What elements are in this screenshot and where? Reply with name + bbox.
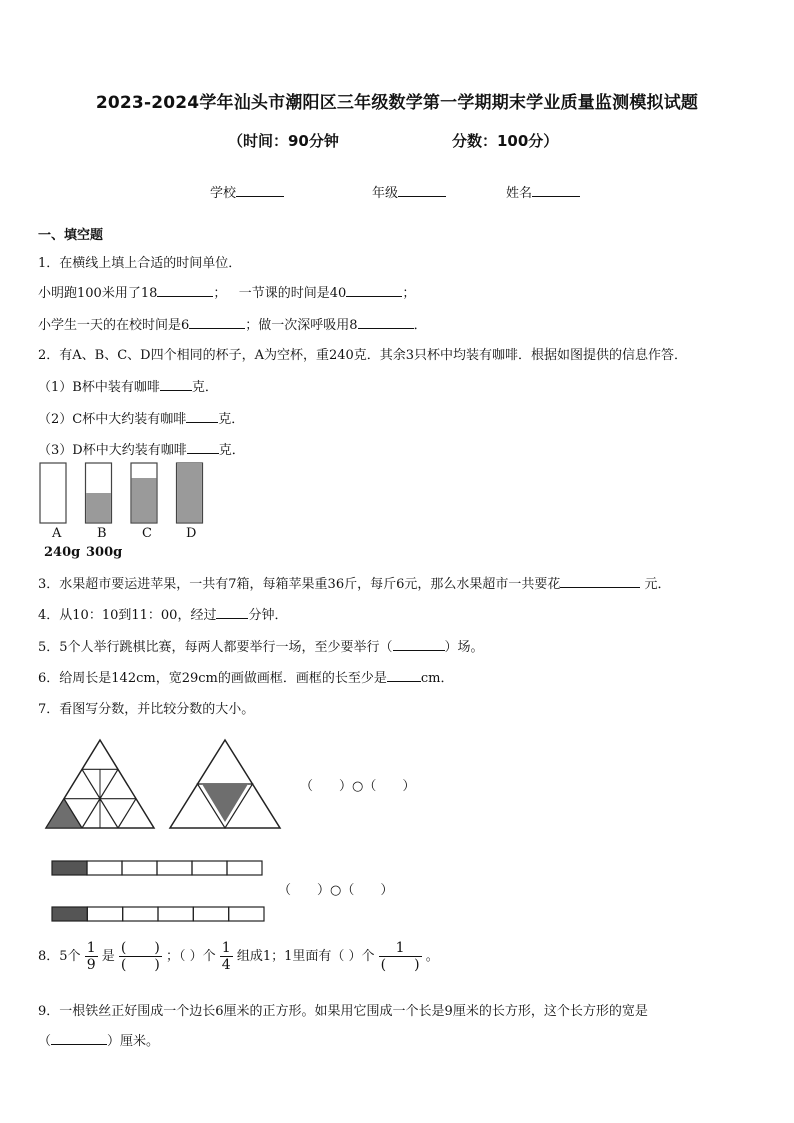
q9-line1: 9．一根铁丝正好围成一个边长6厘米的正方形。如果用它围成一个长是9厘米的长方形，这个长方形的宽是 [38,1004,648,1019]
q1-line1: 小明跑100米用了18 ； 一节课的时间是40 ； [38,286,416,301]
q1-blank-2[interactable] [346,296,402,297]
school-field[interactable] [210,182,284,201]
cup-weight-b: 300g [86,545,123,560]
bar-segment-shaded [52,861,87,875]
bar-segment [192,861,227,875]
triangle-figure-1 [44,738,156,832]
fraction-one-ninth: $\frac{1}{9}$ [86,940,96,974]
q4: 4．从10：10到11：00，经过 分钟． [38,608,288,623]
bar-segment [158,907,193,921]
cup-label-b: B [97,526,107,541]
fraction-one-fourth: $\frac{1}{4}$ [221,940,231,974]
q1-stem: 1．在横线上填上合适的时间单位． [38,256,242,271]
grade-label: 年级 [372,186,399,201]
q2-blank-1[interactable] [160,390,192,391]
q1-blank-1[interactable] [157,296,213,297]
coffee-fill-d [177,463,202,522]
q6: 6．给周长是142cm，宽29cm的画做画框．画框的长至少是 cm． [38,671,454,686]
time-info: （时间：90分钟 [228,132,339,150]
q2-part3: （3）D杯中大约装有咖啡 克． [38,443,245,458]
q8: 8．5个 $\frac{1}{9}$ 是 $\frac{( )}{( )}$ ；（ ）个 $\frac{1}{4}$ 组成1；1里面有（ ）个 $\frac{1}{( )}$ 。 [38,940,439,974]
score-info: 分数：100分） [452,132,559,150]
bar-segment [157,861,192,875]
fraction-bar-2 [50,905,266,923]
q5: 5．5个人举行跳棋比赛，每两人都要举行一场，至少要举行（ ）场。 [38,640,484,655]
section-heading: 一、填空题 [38,228,104,243]
q1-blank-4[interactable] [358,328,414,329]
q7-compare-2[interactable]: （ ）○（ ） [278,883,394,898]
cup-a [40,463,66,523]
q7-stem: 7．看图写分数，并比较分数的大小。 [38,702,255,717]
q8-blank-denominator-fraction[interactable]: $\frac{1}{( )}$ [380,940,420,974]
q9-blank[interactable] [51,1044,107,1045]
triangle-figure-2 [168,738,282,832]
q3: 3．水果超市要运进苹果，一共有7箱，每箱苹果重36斤，每斤6元，那么水果超市一共要花 元． [38,577,671,592]
q2-part2: （2）C杯中大约装有咖啡 克． [38,412,245,427]
school-label: 学校 [210,186,237,201]
bar-segment [122,861,157,875]
q2-part1: （1）B杯中装有咖啡 克． [38,380,218,395]
bar-segment [193,907,228,921]
cup-label-c: C [142,526,152,541]
coffee-fill-c [132,478,157,522]
q3-blank[interactable] [560,587,640,588]
q2-stem: 2．有A、B、C、D四个相同的杯子，A为空杯，重240克．其余3只杯中均装有咖啡．根据如图提供的信息作答． [38,348,688,363]
q6-blank[interactable] [387,681,421,682]
bar-segment [227,861,262,875]
cup-weight-a: 240g [44,545,81,560]
q5-blank[interactable] [393,650,445,651]
cup-label-d: D [186,526,197,541]
grade-field[interactable] [372,182,446,201]
name-label: 姓名 [506,186,533,201]
bar-segment [87,861,122,875]
q2-blank-3[interactable] [187,453,219,454]
bar-segment [87,907,122,921]
cup-label-a: A [52,526,62,541]
coffee-fill-b [86,493,111,522]
q1-line2: 小学生一天的在校时间是6 ；做一次深呼吸用8 ． [38,318,427,333]
q9-line2: （ ）厘米。 [38,1034,160,1049]
shaded-small-triangle [46,799,82,828]
q1-blank-3[interactable] [189,328,245,329]
bar-segment [123,907,158,921]
q4-blank[interactable] [216,618,248,619]
fraction-bar-1 [50,859,264,877]
page-title: 2023-2024学年汕头市潮阳区三年级数学第一学期期末学业质量监测模拟试题 [95,93,699,113]
name-field[interactable] [506,182,580,201]
q8-blank-fraction[interactable]: $\frac{( )}{( )}$ [120,940,160,974]
cups-figure [36,460,226,530]
q2-blank-2[interactable] [186,422,218,423]
q7-compare-1[interactable]: （ ）○（ ） [300,779,416,794]
bar-segment [229,907,264,921]
bar-segment-shaded [52,907,87,921]
